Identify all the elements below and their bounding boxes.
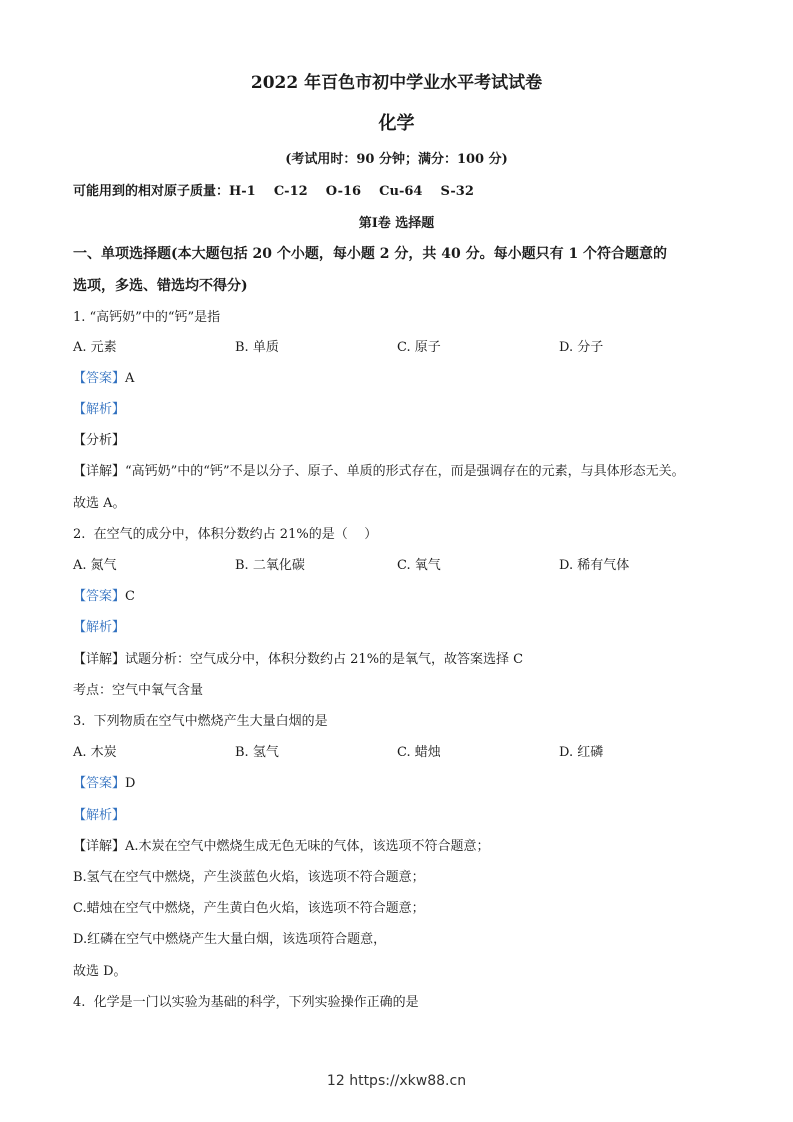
question-1-answer [73,370,733,388]
question-1-conclusion: 故选 A。 [73,496,126,511]
question-3-detail-b: B.氢气在空气中燃烧，产生淡蓝色火焰，该选项不符合题意； [73,870,425,885]
question-1-options [73,339,733,357]
document-title: 2022 年百色市初中学业水平考试试卷 [250,73,543,93]
part-title: 第Ⅰ卷 选择题 [358,216,435,231]
question-3-conclusion: 故选 D。 [73,964,127,979]
detail-tag: 【详解】 [73,464,126,479]
answer-tag: 【答案】 [73,776,126,791]
question-3-stem: 3. 下列物质在空气中燃烧产生大量白烟的是 [73,714,328,729]
question-3-detail-c: C.蜡烛在空气中燃烧，产生黄白色火焰，该选项不符合题意； [73,901,425,916]
option-d: D. 分子 [559,340,604,355]
question-2-stem: 2. 在空气的成分中，体积分数约占 21%的是（ ） [73,527,378,542]
detail-tag: 【详解】 [73,652,126,667]
exam-info: (考试用时：90 分钟；满分：100 分) [285,152,508,167]
option-b: B. 二氧化碳 [235,558,305,573]
answer-value: D [125,776,136,791]
question-1-analysis-tag: 【解析】 [73,402,126,417]
option-b: B. 单质 [235,340,279,355]
option-d: D. 红磷 [559,745,604,760]
question-3-analysis-tag: 【解析】 [73,808,126,823]
question-3-detail-d: D.红磷在空气中燃烧产生大量白烟，该选项符合题意， [73,932,387,947]
option-c: C. 蜡烛 [397,745,441,760]
option-c: C. 氧气 [397,558,441,573]
footer-url[interactable]: https://xkw88.cn [349,1073,467,1089]
subject-title: 化学 [378,113,415,134]
answer-value: A [125,371,135,386]
detail-text: 试题分析：空气成分中，体积分数约占 21%的是氧气，故答案选择 C [125,652,524,667]
page-footer [0,1073,793,1089]
question-1-detail [73,463,733,481]
question-3-options [73,744,733,762]
option-c: C. 原子 [397,340,441,355]
option-a: A. 元素 [73,340,117,355]
atomic-masses: 可能用到的相对原子质量：H-1 C-12 O-16 Cu-64 S-32 [73,184,474,199]
question-2-answer [73,588,733,606]
detail-text: “高钙奶”中的“钙”不是以分子、原子、单质的形式存在，而是强调存在的元素，与具体形态无关。 [125,464,685,479]
question-2-detail [73,651,733,669]
detail-text: A.木炭在空气中燃烧生成无色无味的气体，该选项不符合题意； [125,839,490,854]
option-a: A. 氮气 [73,558,117,573]
option-a: A. 木炭 [73,745,117,760]
section-instructions-line1: 一、单项选择题(本大题包括 20 个小题，每小题 2 分，共 40 分。每小题只有 1 个符合题意的 [73,246,668,262]
question-1-fenxi-tag: 【分析】 [73,433,126,448]
question-2-analysis-tag: 【解析】 [73,620,126,635]
question-3-detail-a [73,838,733,856]
detail-tag: 【详解】 [73,839,126,854]
answer-tag: 【答案】 [73,589,126,604]
question-2-kaodian: 考点：空气中氧气含量 [73,683,204,698]
question-4-stem: 4. 化学是一门以实验为基础的科学，下列实验操作正确的是 [73,995,419,1010]
answer-value: C [125,589,135,604]
question-2-options [73,557,733,575]
page-number: 12 [326,1073,345,1089]
answer-tag: 【答案】 [73,371,126,386]
option-d: D. 稀有气体 [559,558,630,573]
option-b: B. 氢气 [235,745,279,760]
question-3-answer [73,775,733,793]
question-1-stem: 1. “高钙奶”中的“钙”是指 [73,310,221,325]
section-instructions-line2: 选项，多选、错选均不得分) [73,278,248,294]
